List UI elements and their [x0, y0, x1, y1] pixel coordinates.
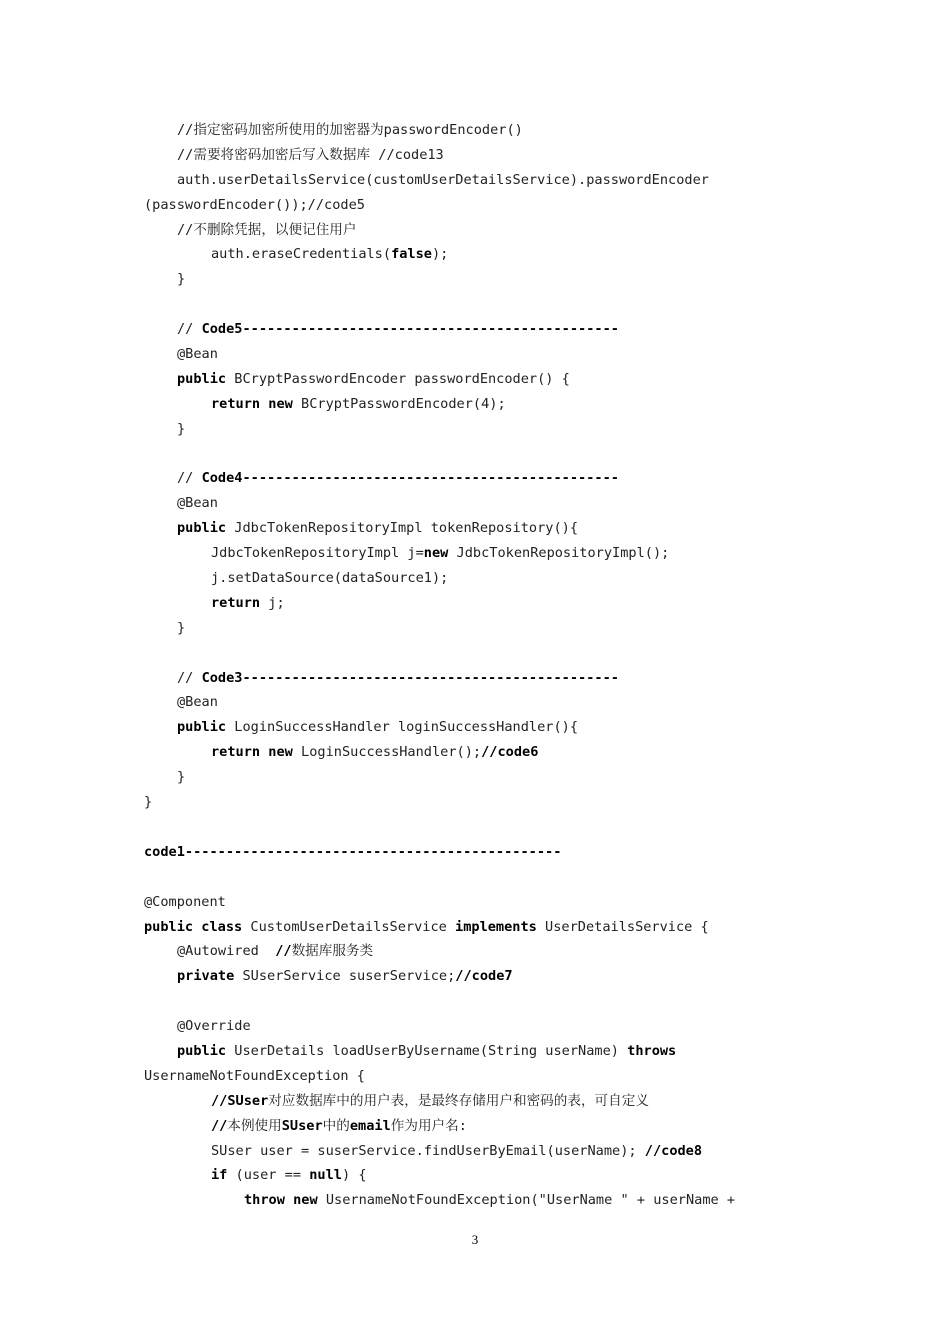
code-text: @Autowired [177, 943, 276, 960]
code-keyword: public [177, 1042, 227, 1059]
code-line [144, 516, 824, 541]
code-keyword: public [177, 520, 227, 537]
code-text: BCryptPasswordEncoder(4); [292, 395, 506, 412]
code-keyword: false [391, 246, 432, 263]
code-text: //指定密码加密所使用的加密器为passwordEncoder() [177, 122, 523, 138]
code-text: j.setDataSource(dataSource1); [211, 570, 449, 587]
code-line [144, 666, 824, 691]
code-line [144, 1188, 824, 1213]
code-line [144, 840, 824, 865]
code-keyword: email [349, 1117, 391, 1134]
code-text: 数据库服务类 [291, 943, 374, 960]
code-line [144, 591, 824, 616]
code-keyword: private [177, 968, 235, 985]
page-number: 3 [471, 1232, 479, 1247]
code-text: @Bean [177, 346, 218, 363]
code-line [144, 865, 824, 890]
code-keyword: Code4---------------------------------------------- [201, 470, 619, 487]
code-text: 本例使用 [227, 1117, 282, 1134]
code-text: // [177, 321, 202, 338]
code-keyword: // [275, 943, 292, 960]
code-text: ); [431, 246, 449, 263]
code-keyword: public [177, 719, 227, 736]
code-keyword: if [211, 1167, 228, 1184]
code-line [144, 367, 824, 392]
code-text: @Bean [177, 495, 218, 512]
code-line [144, 168, 824, 193]
code-line [144, 1163, 824, 1188]
code-text: UsernameNotFoundException { [144, 1067, 365, 1084]
code-keyword: new [268, 395, 293, 412]
code-keyword: return [211, 744, 261, 761]
code-line [144, 118, 824, 143]
code-text: SUser user = suserService.findUserByEmail(userName); [211, 1142, 645, 1159]
code-text: LoginSuccessHandler(); [292, 744, 482, 761]
code-line [144, 317, 824, 342]
code-line [144, 267, 824, 292]
code-text: // [177, 669, 202, 686]
code-line [144, 417, 824, 442]
code-line [144, 1039, 824, 1064]
code-text: (passwordEncoder());//code5 [144, 196, 365, 213]
code-keyword: //code7 [455, 968, 513, 985]
code-text: @Component [144, 893, 226, 910]
code-line [144, 790, 824, 815]
code-text: 对应数据库中的用户表，是最终存储用户和密码的表，可自定义 [268, 1092, 649, 1109]
code-text: UserDetails loadUserByUsername(String userName) [226, 1042, 628, 1059]
code-keyword: SUser [281, 1117, 323, 1134]
code-line [144, 466, 824, 491]
code-keyword: new [423, 545, 449, 562]
code-keyword: public [177, 370, 227, 387]
code-keyword: //SUser [211, 1092, 269, 1109]
code-keyword: return [211, 594, 261, 611]
code-keyword: Code5---------------------------------------------- [201, 321, 619, 338]
code-line [144, 1089, 824, 1114]
code-text: JdbcTokenRepositoryImpl(); [448, 545, 670, 562]
code-text: LoginSuccessHandler loginSuccessHandler(){ [226, 719, 579, 736]
code-line [144, 989, 824, 1014]
code-text: CustomUserDetailsService [242, 918, 456, 935]
code-line [144, 1014, 824, 1039]
code-line [144, 193, 824, 218]
code-listing [144, 118, 824, 1213]
code-line [144, 740, 824, 765]
code-text: UsernameNotFoundException("UserName " + userName + [317, 1192, 736, 1209]
code-line [144, 641, 824, 666]
code-keyword: class [201, 918, 243, 935]
code-keyword: return [211, 395, 261, 412]
code-keyword: //code8 [644, 1142, 703, 1159]
code-text: @Override [177, 1018, 251, 1035]
code-text: 作为用户名: [390, 1117, 467, 1134]
code-text: auth.userDetailsService(customUserDetailsService).passwordEncoder [177, 171, 709, 188]
code-text: 中的 [322, 1117, 350, 1134]
code-line [144, 342, 824, 367]
code-text: auth.eraseCredentials( [211, 246, 392, 263]
code-line [144, 242, 824, 267]
code-keyword: new [268, 744, 293, 761]
code-line [144, 218, 824, 243]
code-line [144, 1139, 824, 1164]
code-text: j; [260, 594, 285, 611]
code-line [144, 715, 824, 740]
code-text: JdbcTokenRepositoryImpl tokenRepository(){ [226, 520, 579, 537]
code-text: } [177, 619, 186, 636]
code-line [144, 616, 824, 641]
code-text: //需要将密码加密后写入数据库 //code13 [177, 146, 444, 163]
code-text: ) { [341, 1167, 367, 1184]
code-text: } [144, 794, 153, 811]
code-line [144, 1114, 824, 1139]
code-text: SUserService suserService; [234, 968, 456, 985]
code-text: (user == [227, 1167, 310, 1184]
code-line [144, 765, 824, 790]
code-line [144, 939, 824, 964]
code-line [144, 143, 824, 168]
code-line [144, 915, 824, 940]
code-line [144, 442, 824, 467]
code-text: } [177, 420, 186, 437]
code-text: @Bean [177, 694, 218, 711]
code-keyword: throw [244, 1192, 285, 1209]
code-keyword: //code6 [481, 744, 539, 761]
code-text: BCryptPasswordEncoder passwordEncoder() { [226, 370, 570, 387]
code-line [144, 566, 824, 591]
code-keyword: code1---------------------------------------------- [144, 843, 562, 860]
code-keyword: // [211, 1117, 228, 1134]
code-text: UserDetailsService { [536, 918, 709, 935]
code-text: JdbcTokenRepositoryImpl j= [211, 545, 424, 562]
code-line [144, 815, 824, 840]
code-line [144, 392, 824, 417]
code-line [144, 1064, 824, 1089]
code-text [285, 1192, 293, 1208]
code-text: // [177, 470, 202, 487]
code-text: //不删除凭据，以便记住用户 [177, 221, 357, 238]
code-text: } [177, 271, 186, 288]
code-line [144, 890, 824, 915]
code-keyword: implements [455, 918, 537, 935]
code-keyword: new [293, 1192, 318, 1209]
code-keyword: Code3---------------------------------------------- [201, 669, 619, 686]
code-line [144, 292, 824, 317]
code-line [144, 541, 824, 566]
code-line [144, 690, 824, 715]
code-keyword: null [309, 1167, 342, 1184]
code-line [144, 964, 824, 989]
code-line [144, 491, 824, 516]
code-keyword: public [144, 918, 194, 935]
code-text: } [177, 769, 186, 786]
code-keyword: throws [627, 1042, 677, 1059]
